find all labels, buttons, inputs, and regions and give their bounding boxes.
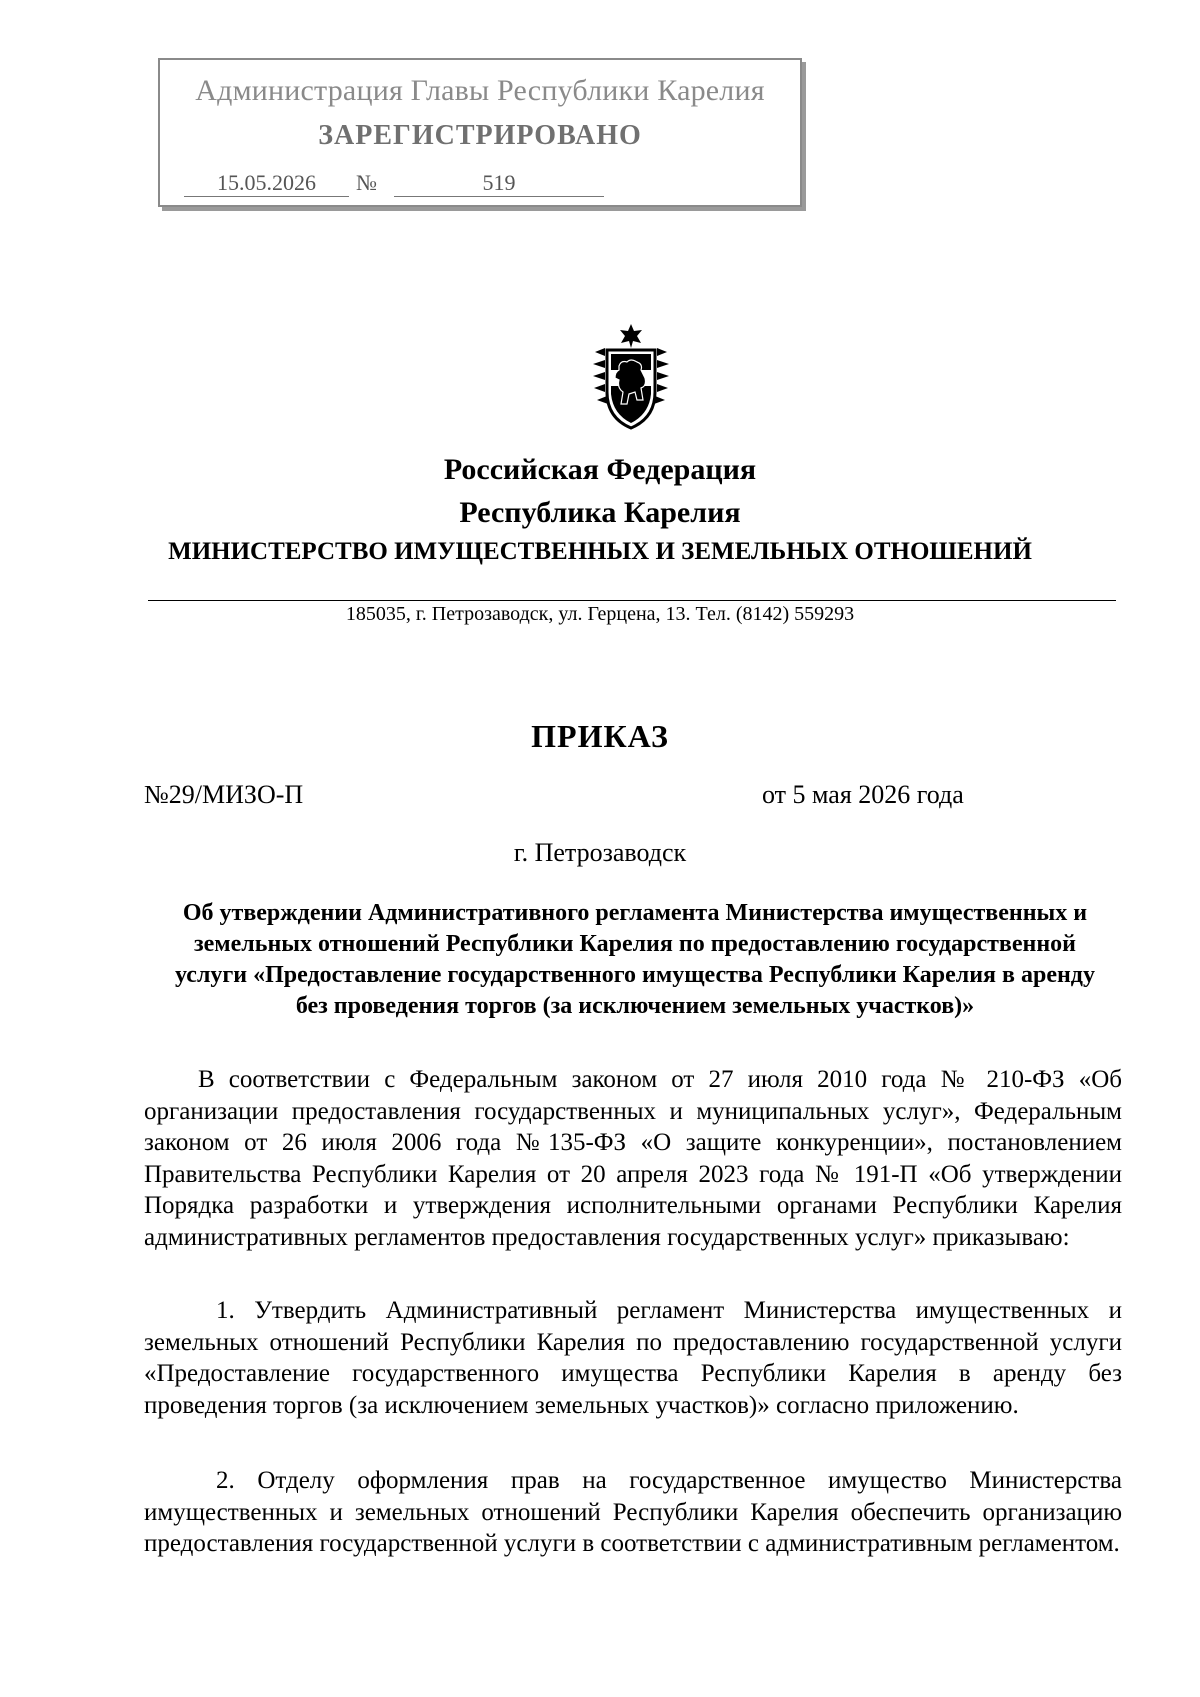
order-number: №29/МИЗО-П <box>144 780 304 809</box>
order-title: Об утверждении Административного регламента Министерства имущественных и земельных отношений Республики Карелия по предоставлению государственной услуги «Предоставление государственного имущества Республики Карелия в аренду без проведения торгов (за исключением земельных участков)» <box>175 900 1095 1019</box>
order-item-1: 1. Утвердить Административный регламент Министерства имущественных и земельных отношений Республики Карелия по предоставлению государственной услуги «Предоставление государственного имущества Республики Карелия в аренду без проведения торгов (за исключением земельных участков)» согласно приложению. <box>144 1297 1122 1419</box>
order-date: от 5 мая 2026 года <box>762 780 964 809</box>
order-preamble: В соответствии с Федеральным законом от 27 июля 2010 года № 210-ФЗ «Об организации предоставления государственных и муниципальных услуг», Федеральным законом от 26 июля 2006 года №135-ФЗ «О защите конкуренции», постановлением Правительства Республики Карелия от 20 апреля 2023 года № 191-П «Об утверждении Порядка разработки и утверждения исполнительными органами Республики Карелия административных регламентов предоставления государственных услуг» приказываю: <box>144 1066 1122 1251</box>
order-type: ПРИКАЗ <box>531 718 669 754</box>
header-ministry: МИНИСТЕРСТВО ИМУЩЕСТВЕННЫХ И ЗЕМЕЛЬНЫХ ОТНОШЕНИЙ <box>168 538 1032 565</box>
order-item-2: 2. Отделу оформления прав на государственное имущество Министерства имущественных и земельных отношений Республики Карелия обеспечить организацию предоставления государственной услуги в соответствии с административным регламентом. <box>144 1467 1122 1557</box>
stamp-authority: Администрация Главы Республики Карелия <box>195 74 765 107</box>
header-country: Российская Федерация <box>443 453 757 486</box>
header-divider <box>148 600 1116 601</box>
order-city: г. Петрозаводск <box>513 838 687 867</box>
stamp-number-label: № <box>356 170 377 195</box>
stamp-date: 15.05.2026 <box>184 170 349 197</box>
karelia-coat-of-arms-icon <box>585 322 677 432</box>
header-republic: Республика Карелия <box>459 496 741 529</box>
stamp-status: ЗАРЕГИСТРИРОВАНО <box>318 120 642 151</box>
stamp-number: 519 <box>394 170 604 197</box>
registration-stamp <box>158 58 802 207</box>
header-address: 185035, г. Петрозаводск, ул. Герцена, 13. Тел. (8142) 559293 <box>345 603 855 625</box>
